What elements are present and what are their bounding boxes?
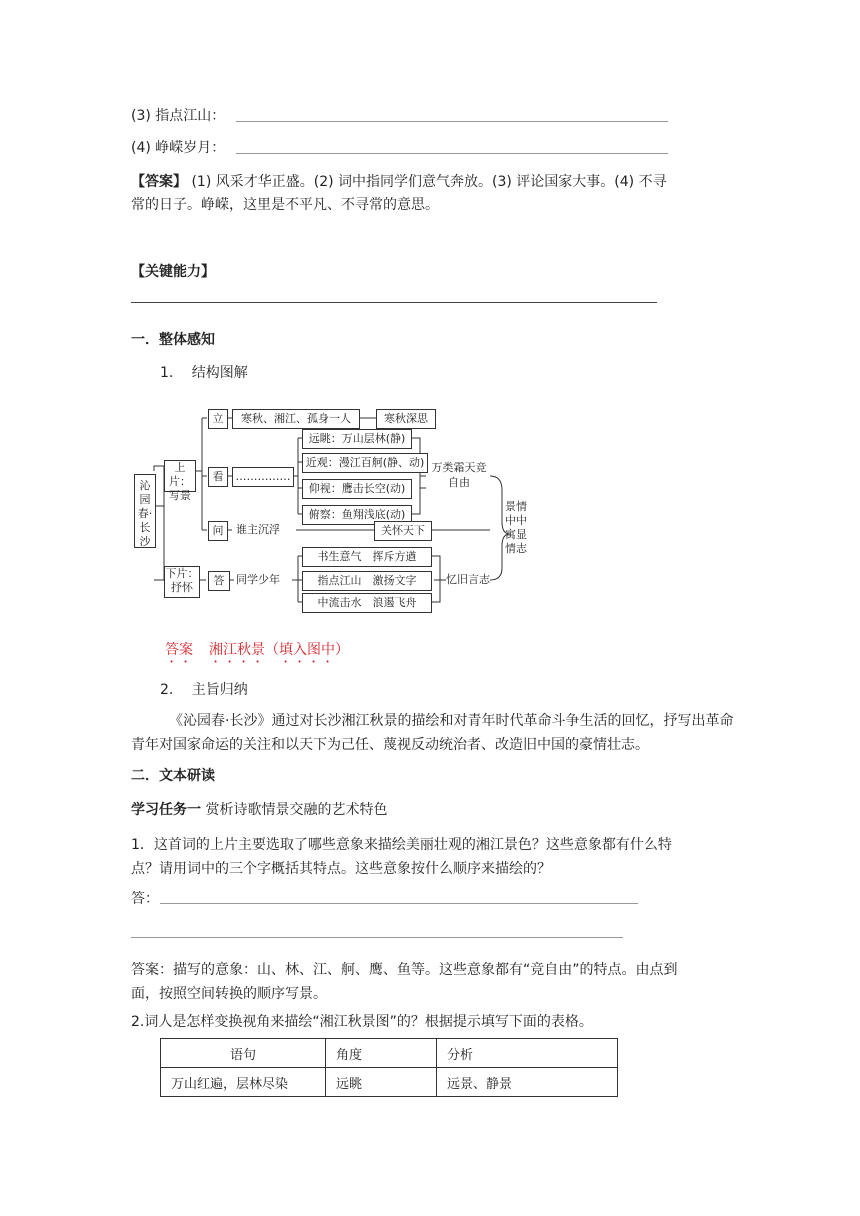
diagram-kan: 看 [208,467,228,487]
question-1-line-1: 1．这首词的上片主要选取了哪些意象来描绘美丽壮观的湘江景色？这些意象都有什么特 [131,837,672,853]
diagram-wen-content: 谁主沉浮 [236,523,280,536]
answer-underline-q1a[interactable] [160,903,638,904]
diagram-da: 答 [208,571,230,591]
answer-1-line-2: 面，按照空间转换的顺序写景。 [131,986,327,1002]
table-header-cell: 语句 [161,1039,326,1068]
divider-rule [131,302,657,303]
answer-line-2: 常的日子。峥嵘，这里是不平凡、不寻常的意思。 [131,197,439,213]
answer-underline-q1b[interactable] [131,937,623,938]
section-1-heading: 一．整体感知 [131,332,215,348]
diagram-da-content: 同学少年 [236,573,280,586]
task-1-text: 赏析诗歌情景交融的艺术特色 [201,802,388,818]
answer-underline-3[interactable] [236,121,668,122]
diagram-view-2: 近观：漫江百舸(静、动) [302,453,428,473]
question-3-label: (3) 指点江山： [131,108,226,124]
diagram-da-item-2: 指点江山 激扬文字 [302,571,432,591]
answer-underline-4[interactable] [236,153,668,154]
diagram-final: 景情中中寓显情志 [505,500,527,555]
key-ability-heading: 【关键能力】 [131,264,215,280]
table-cell: 远眺 [326,1068,437,1097]
item-structure-diagram: 1. 结构图解 [160,365,248,381]
diagram-root: 沁园春·长沙 [134,474,156,548]
section-2-heading: 二．文本研读 [131,768,215,784]
table-cell: 万山红遍，层林尽染 [161,1068,326,1097]
answer-tag: 【答案】 [131,174,187,190]
question-1-line-2: 点？请用词中的三个字概括其特点。这些意象按什么顺序来描绘的？ [131,861,551,877]
diagram-upper: 上片：写景 [164,460,196,492]
table-header-cell: 角度 [326,1039,437,1068]
diagram-answer-text: 湘江秋景（填入图中） [209,642,349,658]
diagram-da-item-3: 中流击水 浪遏飞舟 [302,593,432,613]
question-4-label: (4) 峥嵘岁月： [131,140,226,156]
diagram-li-content: 寒秋、湘江、孤身一人 [232,409,360,429]
question-2: 2.词人是怎样变换视角来描绘“湘江秋景图”的？根据提示填写下面的表格。 [131,1014,593,1030]
diagram-da-result: 忆旧言志 [446,573,490,586]
answer-prefix: 答： [131,891,159,907]
table-header-cell: 分析 [437,1039,618,1068]
answer-line-1 [131,172,667,192]
diagram-lower: 下片：抒怀 [164,566,200,598]
diagram-view-3: 仰视：鹰击长空(动) [302,479,412,499]
diagram-kan-blank[interactable]: …………… [232,467,294,487]
diagram-li: 立 [208,409,228,429]
viewpoint-table [160,1038,618,1097]
summary-paragraph: 《沁园春·长沙》通过对长沙湘江秋景的描绘和对青年时代革命斗争生活的回忆，抒写出革命青年对国家命运的关注和以天下为己任、蔑视反动统治者、改造旧中国的豪情壮志。 [131,713,734,753]
diagram-da-item-1: 书生意气 挥斥方遒 [302,547,432,567]
answer-1-line-1: 答案：描写的意象：山、林、江、舸、鹰、鱼等。这些意象都有“竞自由”的特点。由点到 [131,962,678,978]
task-1 [131,800,387,820]
diagram-wen: 问 [208,521,228,541]
table-header-row [161,1039,618,1068]
diagram-answer [165,640,349,666]
task-1-label: 学习任务一 [131,802,201,818]
diagram-answer-label: 答案 [165,642,193,658]
item-theme-summary: 2. 主旨归纳 [160,682,248,698]
diagram-view-1: 远眺：万山层林(静) [302,429,412,449]
diagram-view-4: 俯察：鱼翔浅底(动) [302,505,412,525]
table-cell: 远景、静景 [437,1068,618,1097]
diagram-li-result: 寒秋深思 [376,409,436,429]
structure-diagram [130,396,530,624]
diagram-wen-result: 关怀天下 [374,521,432,541]
answer-text-1: (1) 风采才华正盛。(2) 词中指同学们意气奔放。(3) 评论国家大事。(4) 不寻 [187,174,667,190]
diagram-kan-result: 万类霜天竞自由 [431,461,487,489]
table-row [161,1068,618,1097]
